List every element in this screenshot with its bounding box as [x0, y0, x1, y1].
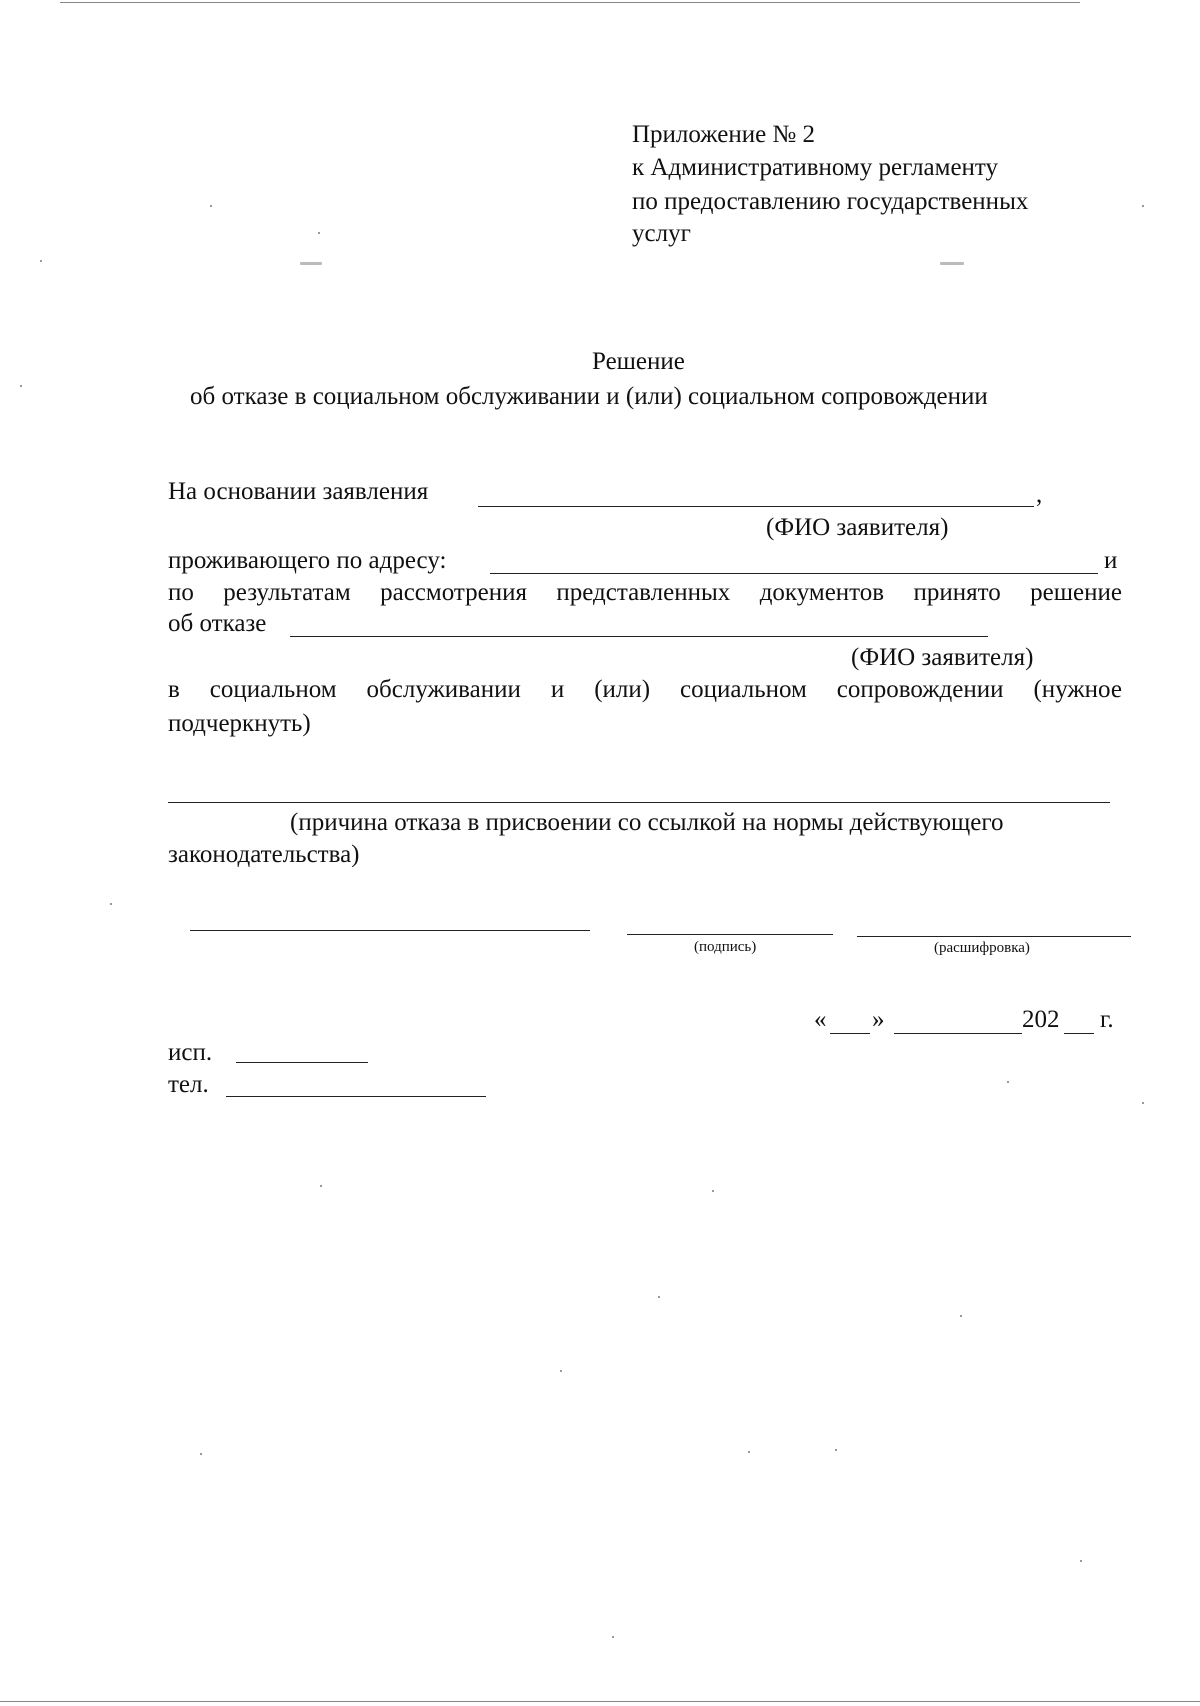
fio-caption-2: (ФИО заявителя): [851, 644, 1034, 671]
scan-speck: [658, 1296, 660, 1298]
word: социальном: [680, 676, 807, 703]
basis-label: На основании заявления: [168, 478, 429, 505]
results-sentence: [168, 578, 1122, 608]
address-and: и: [1104, 547, 1118, 574]
executor-label: исп.: [168, 1039, 213, 1066]
services-sentence: [168, 675, 1122, 705]
executor-field[interactable]: [236, 1062, 368, 1063]
address-label: проживающего по адресу:: [168, 547, 447, 574]
word: представленных: [556, 579, 731, 606]
underline-note: подчеркнуть): [168, 710, 311, 737]
scan-speck: [20, 385, 22, 387]
refusal-reason-field[interactable]: [168, 802, 1110, 803]
address-field[interactable]: [490, 573, 1098, 574]
reason-caption-line-1: (причина отказа в присвоении со ссылкой на нормы действующего: [290, 809, 1004, 836]
date-open-quote: «: [814, 1006, 827, 1033]
word: сопровождении: [836, 676, 1004, 703]
scan-speck: [1080, 1560, 1082, 1562]
scan-top-edge: [60, 2, 1080, 3]
word: обслуживании: [366, 676, 521, 703]
decode-caption: (расшифровка): [934, 940, 1030, 956]
scan-speck: [748, 1451, 750, 1453]
phone-field[interactable]: [226, 1096, 486, 1097]
scan-speck: [960, 1315, 962, 1317]
phone-label: тел.: [168, 1071, 209, 1098]
word: в: [168, 676, 180, 703]
scan-speck: [300, 262, 322, 265]
appendix-line-1: Приложение № 2: [632, 121, 816, 148]
basis-comma: ,: [1036, 481, 1043, 508]
position-field[interactable]: [190, 930, 590, 931]
refusal-name-field[interactable]: [290, 636, 988, 637]
appendix-line-3: по предоставлению государственных: [632, 188, 1029, 215]
date-year-suffix: г.: [1100, 1006, 1114, 1033]
document-subtitle: об отказе в социальном обслуживании и (или) социальном сопровождении: [190, 383, 988, 410]
applicant-name-field[interactable]: [478, 506, 1034, 507]
scan-speck: [1142, 1102, 1144, 1104]
scan-speck: [1142, 205, 1144, 207]
date-month-field[interactable]: [894, 1033, 1022, 1034]
reason-caption-line-2: законодательства): [168, 841, 360, 868]
scan-speck: [210, 205, 212, 207]
scan-speck: [560, 1370, 562, 1372]
word: (нужное: [1033, 676, 1122, 703]
refusal-label: об отказе: [168, 610, 267, 637]
date-year-digits-field[interactable]: [1064, 1033, 1094, 1034]
scan-speck: [110, 903, 112, 905]
fio-caption-1: (ФИО заявителя): [766, 514, 949, 541]
date-year: 202: [1022, 1006, 1060, 1033]
scan-speck: [320, 1185, 322, 1187]
word: документов: [759, 579, 885, 606]
word: принято: [913, 579, 1001, 606]
scan-speck: [1007, 1081, 1009, 1083]
word: рассмотрения: [380, 579, 527, 606]
word: решение: [1030, 579, 1122, 606]
scan-speck: [712, 1190, 714, 1192]
signature-decode-field[interactable]: [857, 936, 1131, 937]
word: и: [550, 676, 565, 703]
word: результатам: [223, 579, 351, 606]
word: (или): [594, 676, 651, 703]
scan-speck: [612, 1636, 614, 1638]
scan-speck: [318, 232, 320, 234]
appendix-line-2: к Административному регламенту: [632, 154, 999, 181]
appendix-line-4: услуг: [632, 220, 691, 247]
scan-speck: [940, 262, 964, 265]
scan-speck: [835, 1449, 837, 1451]
document-title: Решение: [592, 348, 685, 375]
scan-bottom-edge: [0, 1701, 1200, 1702]
scan-speck: [40, 260, 42, 262]
word: социальном: [209, 676, 337, 703]
date-close-quote: »: [872, 1006, 885, 1033]
date-day-field[interactable]: [830, 1033, 870, 1034]
scan-speck: [200, 1453, 202, 1455]
signature-caption: (подпись): [694, 939, 757, 955]
signature-field[interactable]: [627, 934, 833, 935]
word: по: [168, 579, 194, 606]
